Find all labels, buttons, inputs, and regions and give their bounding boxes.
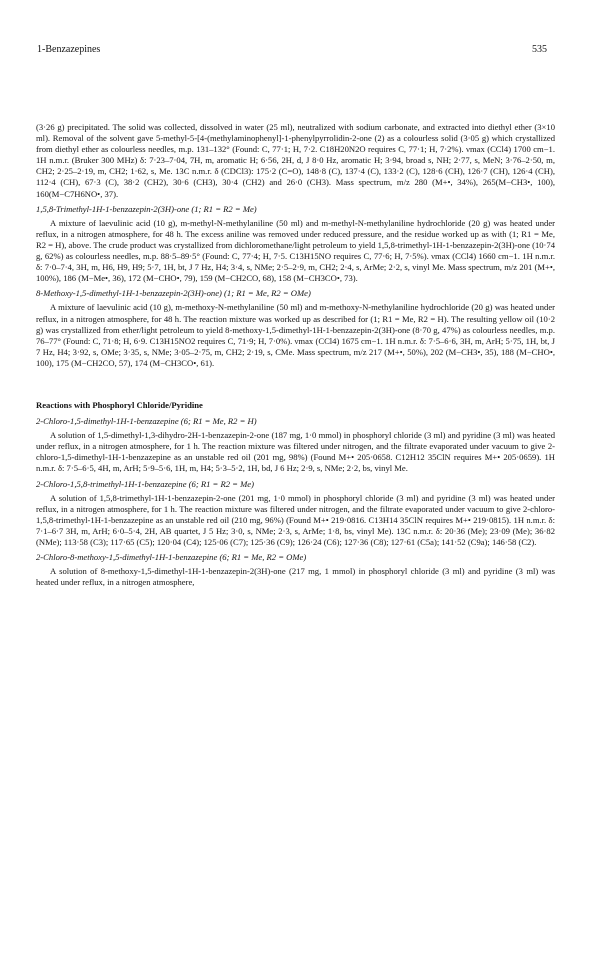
compound-heading-methoxy: 8-Methoxy-1,5-dimethyl-1H-1-benzazepin-2(3H)-one) (1; R1 = Me, R2 = OMe): [36, 288, 311, 299]
page-number: 535: [532, 44, 547, 55]
paragraph-continuation: (3·26 g) precipitated. The solid was collected, dissolved in water (25 ml), neutralized with sodium carbonate, and extracted into diethyl ether (3×10 ml). Removal of the solvent gave 5-methyl-5-[4-(methylaminophenyl]-1-phenylpyrrolidin-2-one (2) as a colourless solid (3·05 g) which crystallized from diethyl ether as colourless needles, m.p. 131–132° (Found: C, 77·1; H, 7·2. C18H20N2O requires C, 77·1; H, 7·2%). νmax (CCl4) 1700 cm−1. 1H n.m.r. (Bruker 300 MHz) δ: 7·23–7·04, 7H, m, aromatic H; 6·56, 2H, d, J 8·0 Hz, aromatic H; 3·94, broad s, NH; 2·77, s, MeN; 3·76–2·50, m, CH2; 2·25–2·19, m, CH2; 1·62, s, Me. 13C n.m.r. δ (CDCl3): 175·2 (C=O), 148·8 (C), 137·4 (C), 133·2 (C), 128·6 (CH), 126·7 (CH), 126·4 (CH), 112·4 (CH), 67·3 (C), 38·2 (CH2), 30·6 (CH3), 30·4 (CH2) and 26·0 (CH3). Mass spectrum, m/z 280 (M+•, 34%), 265(M−CH3•, 100), 160(M−C7H6NO•, 37).: [36, 122, 555, 199]
compound-heading-chloro-trimethyl: 2-Chloro-1,5,8-trimethyl-1H-1-benzazepine (6; R1 = R2 = Me): [36, 478, 254, 489]
paragraph-chloro-dimethyl: A solution of 1,5-dimethyl-1,3-dihydro-2H-1-benzazepin-2-one (187 mg, 1·0 mmol) in phosphoryl chloride (3 ml) and pyridine (3 ml) was heated under reflux, in a nitrogen atmosphere, for 1 h. The reaction mixture was filtered under nitrogen, and the filtrate evaporated under vacuum to give 2-chloro-1,5-dimethyl-1H-1-benzazepine as an unstable red oil (201 mg, 98%) (Found M+• 205·0658. C12H12 35ClN requires M+• 205·0659). 1H n.m.r. δ: 7·5–6·5, 4H, m, ArH; 5·9–5·6, 1H, m, H4; 5·3–5·2, 1H, bd, J 6 Hz; 2·9, s, NMe; 2·2, bs, vinyl Me.: [36, 430, 555, 474]
compound-heading-trimethyl: 1,5,8-Trimethyl-1H-1-benzazepin-2(3H)-one (1; R1 = R2 = Me): [36, 203, 257, 214]
paragraph-chloro-methoxy: A solution of 8-methoxy-1,5-dimethyl-1H-1-benzazepin-2(3H)-one (217 mg, 1 mmol) in phosphoryl chloride (3 ml) and pyridine (3 ml) was heated under reflux, in a nitrogen atmosphere,: [36, 566, 555, 588]
section-heading: Reactions with Phosphoryl Chloride/Pyridine: [36, 399, 203, 410]
paragraph-methoxy-prep: A mixture of laevulinic acid (10 g), m-methoxy-N-methylaniline (50 ml) and m-methoxy-N-methylaniline hydrochloride (20 g) was heated under reflux, in a nitrogen atmosphere, for 48 h. The reaction mixture was worked up as described for (1; R1 = Me, R2 = H). The resulting yellow oil (10·2 g) was crystallized from ether/light petroleum to yield 8-methoxy-1,5-dimethyl-1H-1-benzazepin-2(3H)-one (8·70 g, 47%) as colourless needles, m.p. 76–77° (Found: C, 71·8; H, 6·9. C13H15NO2 requires C, 71·9; H, 7·0%). νmax (CCl4) 1675 cm−1. 1H n.m.r. δ: 7·5–6·6, 3H, m, ArH; 5·75, 1H, bt, J 7 Hz, H4; 3·92, s, OMe; 3·35, s, NMe; 3·05–2·75, m, CH2; 2·19, s, CMe. Mass spectrum, m/z 217 (M+•, 50%), 202 (M−CH3•, 35), 188 (M−CHO•, 100), 175 (M−CH2CO, 57), 174 (M−CH3CO•, 61).: [36, 302, 555, 368]
running-head: [37, 44, 547, 55]
compound-heading-chloro-methoxy: 2-Chloro-8-methoxy-1,5-dimethyl-1H-1-benzazepine (6; R1 = Me, R2 = OMe): [36, 552, 307, 563]
compound-heading-chloro-dimethyl: 2-Chloro-1,5-dimethyl-1H-1-benzazepine (6; R1 = Me, R2 = H): [36, 416, 257, 427]
chapter-title: 1-Benzazepines: [37, 44, 101, 55]
paragraph-chloro-trimethyl: A solution of 1,5,8-trimethyl-1H-1-benzazepin-2-one (201 mg, 1·0 mmol) in phosphoryl chloride (3 ml) and pyridine (3 ml) was heated under reflux, in a nitrogen atmosphere, for 1 h. The reaction mixture was filtered under nitrogen, and the filtrate evaporated under vacuum to give 2-chloro-1,5,8-trimethyl-1H-1-benzazepine as an unstable red oil (210 mg, 96%) (Found M+• 219·0816. C13H14 35ClN requires M+• 219·0815). 1H n.m.r. δ: 7·1–6·7 3H, m, ArH; 6·0–5·4, 2H, AB quartet, J 5 Hz; 3·0, s, NMe; 2·3, s, ArMe; 1·8, bs, vinyl Me). 13C n.m.r. δ: 20·36 (Me); 23·09 (Me); 36·82 (NMe); 113·58 (C3); 117·65 (C5); 120·04 (C4); 125·06 (C7); 125·36 (C9); 126·24 (C6); 127·36 (C8); 127·61 (C5a); 141·52 (C9a); 146·58 (C2).: [36, 492, 555, 547]
paragraph-trimethyl-prep: A mixture of laevulinic acid (10 g), m-methyl-N-methylaniline (50 ml) and m-methyl-N-methylaniline hydrochloride (20 g) was heated under reflux, in a nitrogen atmosphere, for 48 h. The excess aniline was removed under reduced pressure, and the residue worked up as with (1; R1 = Me, R2 = H), above. The crude product was crystallized from dichloromethane/light petroleum to yield 1,5,8-trimethyl-1H-1-benzazepin-2(3H)-one (10·74 g, 62%) as colourless needles, m.p. 88·5–89·5° (Found: C, 77·4; H, 7·5. C13H15NO requires C, 77·6; H, 7·5%). νmax (CCl4) 1660 cm−1. 1H n.m.r. δ: 7·0–7·4, 3H, m, H6, H9, H9; 5·7, 1H, bt, J 7 Hz, H4; 3·4, s, NMe; 2·5–2·9, m, CH2; 2·4, s, ArMe; 2·2, s, vinyl Me. Mass spectrum, m/z 201 (M+•, 100%), 186 (M−Me•, 36), 172 (M−CHO•, 79), 159 (M−CH2CO, 68), 158 (M−CH3CO•, 73).: [36, 217, 555, 284]
article-body: [36, 122, 555, 588]
